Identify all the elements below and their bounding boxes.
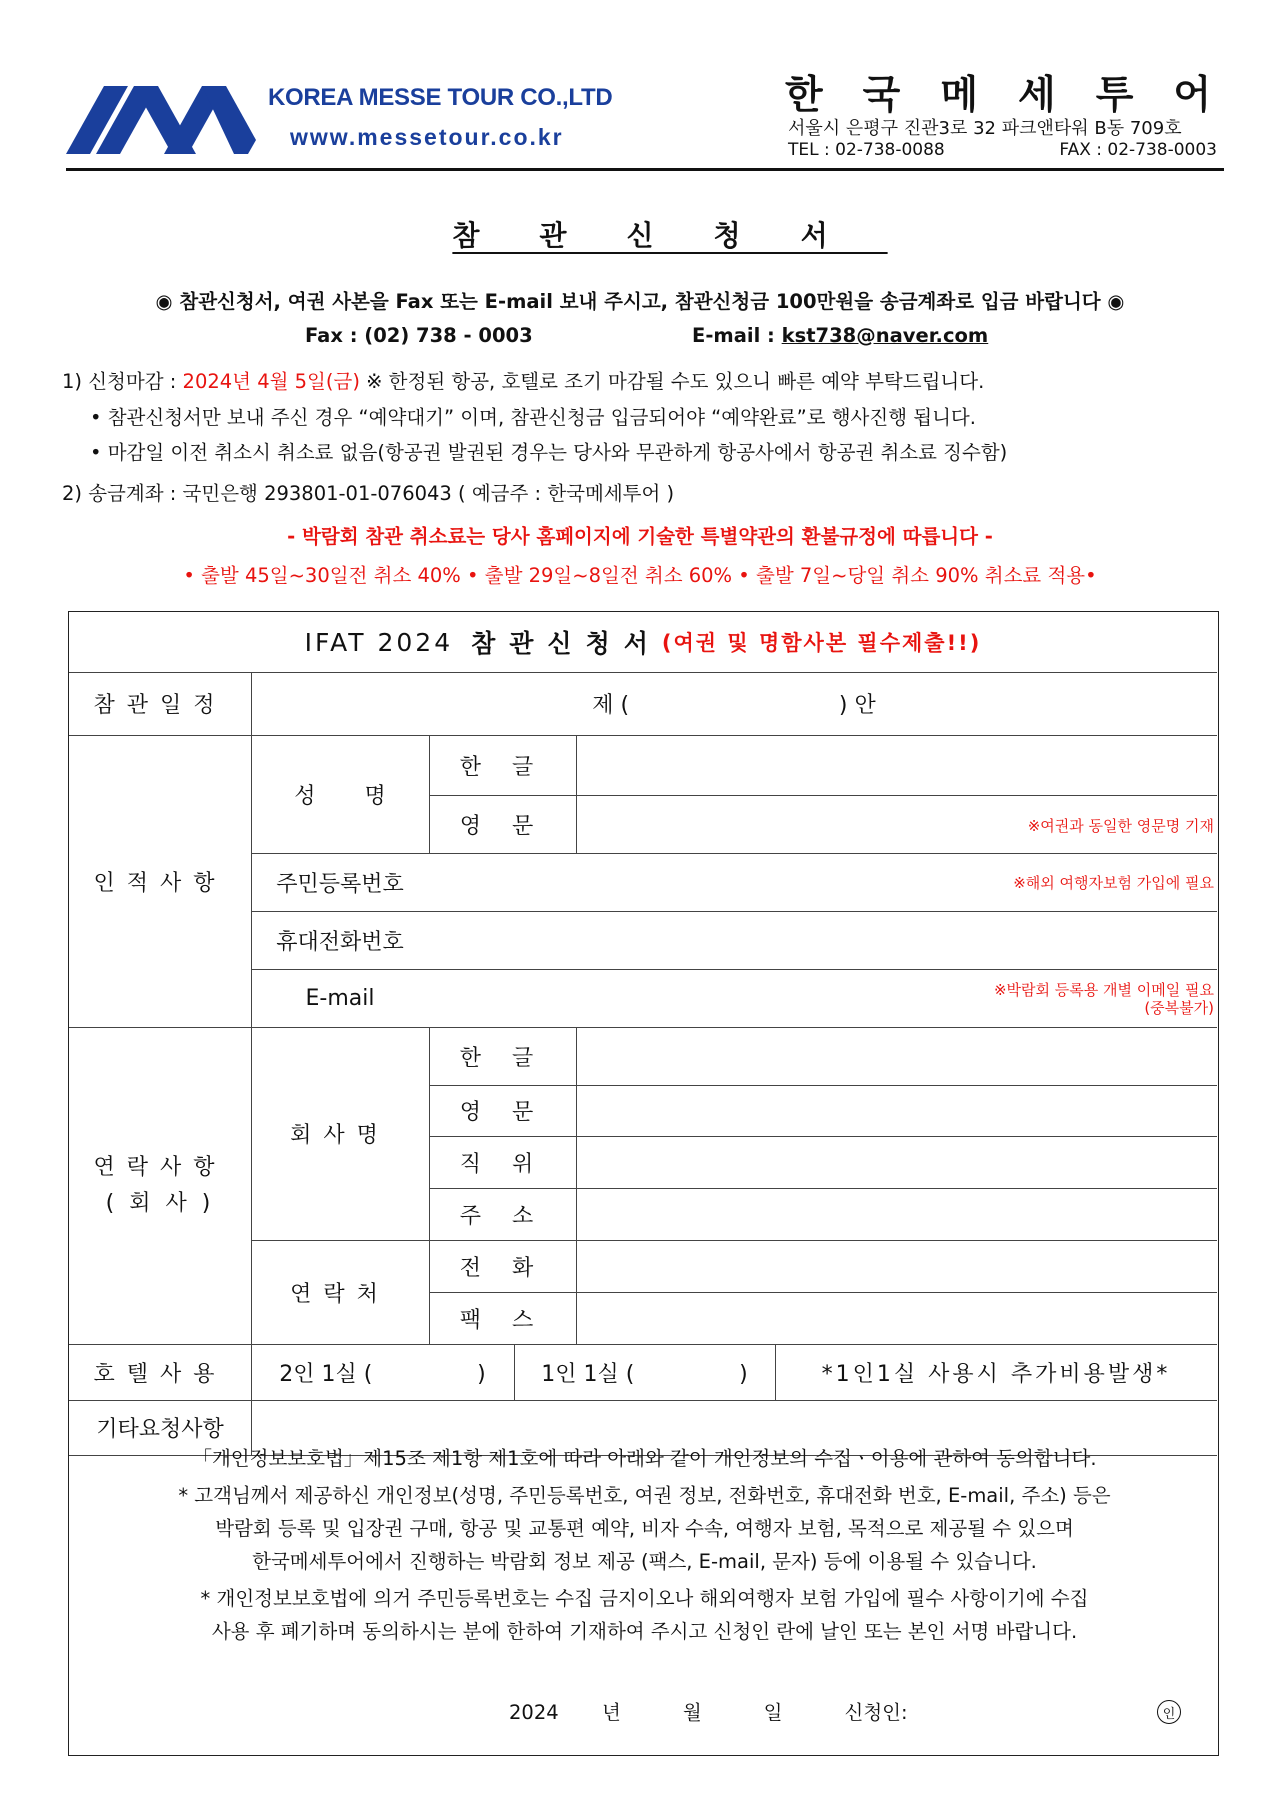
- name-korean-field[interactable]: [576, 735, 1217, 795]
- deadline-bullet-1: • 참관신청서만 보내 주신 경우 “예약대기” 이며, 참관신청금 입금되어야 “예약완료”로 행사진행 됩니다.: [90, 406, 976, 429]
- company-name-en: KOREA MESSE TOUR CO.,LTD: [268, 84, 613, 111]
- deadline-item: [62, 366, 984, 394]
- deadline-date: 2024년 4월 5일(금): [182, 370, 360, 393]
- form-title: [69, 612, 1217, 672]
- company-english-label: 영 문: [459, 1100, 546, 1125]
- contact-fax: Fax : (02) 738 - 0003: [305, 324, 533, 347]
- company-contact-label-sub: ( 회 사 ): [105, 1190, 215, 1216]
- consent-line-5: * 개인정보보호법에 의거 주민등록번호는 수집 금지이오나 해외여행자 보험 가입에 필수 사항이기에 수집: [200, 1587, 1089, 1610]
- company-address-label: 주 소: [459, 1203, 546, 1229]
- resident-number-label: 주민등록번호: [276, 871, 404, 897]
- personal-info-label: 인적사항: [93, 870, 227, 896]
- hotel-single-option[interactable]: 1인 1실 ( ): [541, 1361, 748, 1387]
- name-korean-label: 한 글: [459, 754, 546, 780]
- cancellation-title: - 박람회 참관 취소료는 당사 홈페이지에 기술한 특별약관의 환불규정에 따릅니다 -: [287, 525, 993, 548]
- company-name-label: 회사명: [290, 1123, 390, 1148]
- company-contact-label: [69, 1027, 251, 1344]
- contact-label: 연락처: [290, 1281, 390, 1307]
- schedule-label: 참관일정: [93, 693, 227, 718]
- company-name-ko: 한국메세투어: [785, 73, 1252, 118]
- position-label: 직 위: [459, 1151, 546, 1177]
- contact-email-label: E-mail :: [692, 324, 782, 347]
- company-address-field[interactable]: [576, 1188, 1217, 1240]
- signature-line[interactable]: 2024 년 월 일 신청인:: [509, 1701, 908, 1724]
- other-requests-label: 기타요청사항: [96, 1417, 224, 1442]
- seal-mark: 인: [1157, 1700, 1181, 1724]
- schedule-field[interactable]: 제 ( ) 안: [592, 693, 876, 718]
- form-title-event: IFAT 2024: [304, 627, 454, 657]
- contact-email-link[interactable]: kst738@naver.com: [781, 324, 989, 347]
- company-korean-field[interactable]: [576, 1027, 1217, 1085]
- consent-line-1: 「개인정보보호법」제15조 제1항 제1호에 따라 아래와 같이 개인정보의 수집ㆍ이용에 관하여 동의합니다.: [192, 1447, 1097, 1470]
- fax-label: 팩 스: [459, 1307, 546, 1333]
- resident-number-note: ※해외 여행자보험 가입에 필요: [1013, 874, 1214, 892]
- mobile-label: 휴대전화번호: [276, 929, 404, 955]
- submission-notice: ◉ 참관신청서, 여권 사본을 Fax 또는 E-mail 보내 주시고, 참관신청금 100만원을 송금계좌로 입금 바랍니다 ◉: [155, 290, 1125, 313]
- bank-account-item: 2) 송금계좌 : 국민은행 293801-01-076043 ( 예금주 : 한국메세투어 ): [62, 482, 675, 505]
- email-note-line-1: ※박람회 등록용 개별 이메일 필요: [993, 981, 1214, 999]
- cancellation-terms: • 출발 45일~30일전 취소 40% • 출발 29일~8일전 취소 60% • 출발 7일~당일 취소 90% 취소료 적용•: [183, 564, 1097, 587]
- company-english-field[interactable]: [576, 1085, 1217, 1136]
- header-divider: [66, 168, 1224, 171]
- form-title-note: (여권 및 명함사본 필수제출!!): [661, 631, 982, 655]
- english-name-note: ※여권과 동일한 영문명 기재: [1027, 817, 1214, 835]
- phone-label: 전 화: [459, 1255, 546, 1281]
- consent-line-4: 한국메세투어에서 진행하는 박람회 정보 제공 (팩스, E-mail, 문자) 등에 이용될 수 있습니다.: [252, 1550, 1037, 1573]
- company-korean-label: 한 글: [459, 1045, 546, 1071]
- email-note-line-2: (중복불가): [1144, 999, 1214, 1017]
- contact-email: [692, 324, 988, 347]
- company-logo: [66, 84, 256, 154]
- deadline-prefix: 1) 신청마감 :: [62, 370, 183, 393]
- hotel-label: 호텔사용: [93, 1361, 227, 1387]
- position-field[interactable]: [576, 1136, 1217, 1188]
- fax-field[interactable]: [576, 1292, 1217, 1344]
- company-fax: FAX : 02-738-0003: [1059, 140, 1217, 160]
- hotel-double-option[interactable]: 2인 1실 ( ): [279, 1361, 486, 1387]
- consent-line-2: * 고객님께서 제공하신 개인정보(성명, 주민등록번호, 여권 정보, 전화번호, 휴대전화 번호, E-mail, 주소) 등은: [178, 1484, 1111, 1507]
- document-title: [0, 214, 1280, 254]
- application-form: [68, 611, 1219, 1756]
- deadline-bullet-2: • 마감일 이전 취소시 취소료 없음(항공권 발권된 경우는 당사와 무관하게 항공사에서 항공권 취소료 징수함): [90, 441, 1008, 464]
- company-contact-label-main: 연락사항: [93, 1154, 227, 1180]
- email-note: [994, 981, 1214, 1017]
- mobile-field[interactable]: [429, 911, 1217, 969]
- phone-field[interactable]: [576, 1240, 1217, 1292]
- email-label: E-mail: [305, 985, 375, 1011]
- name-english-label: 영 문: [459, 813, 546, 839]
- document-title-text: 참관신청서: [452, 219, 888, 252]
- privacy-consent: [69, 1442, 1220, 1648]
- website-url[interactable]: www.messetour.co.kr: [290, 124, 564, 150]
- company-tel: TEL : 02-738-0088: [788, 140, 945, 160]
- consent-line-3: 박람회 등록 및 입장권 구매, 항공 및 교통편 예약, 비자 수속, 여행자 보험, 목적으로 제공될 수 있으며: [215, 1517, 1074, 1540]
- deadline-note: ※ 한정된 항공, 호텔로 조기 마감될 수도 있으니 빠른 예약 부탁드립니다.: [359, 370, 985, 393]
- hotel-surcharge-note: *1인1실 사용시 추가비용발생*: [821, 1361, 1171, 1387]
- name-label: 성 명: [294, 783, 386, 809]
- form-title-main: 참관신청서: [471, 629, 662, 658]
- company-address: 서울시 은평구 진관3로 32 파크앤타워 B동 709호: [788, 118, 1182, 139]
- consent-line-6: 사용 후 폐기하며 동의하시는 분에 한하여 기재하여 주시고 신청인 란에 날인 또는 본인 서명 바랍니다.: [211, 1620, 1078, 1643]
